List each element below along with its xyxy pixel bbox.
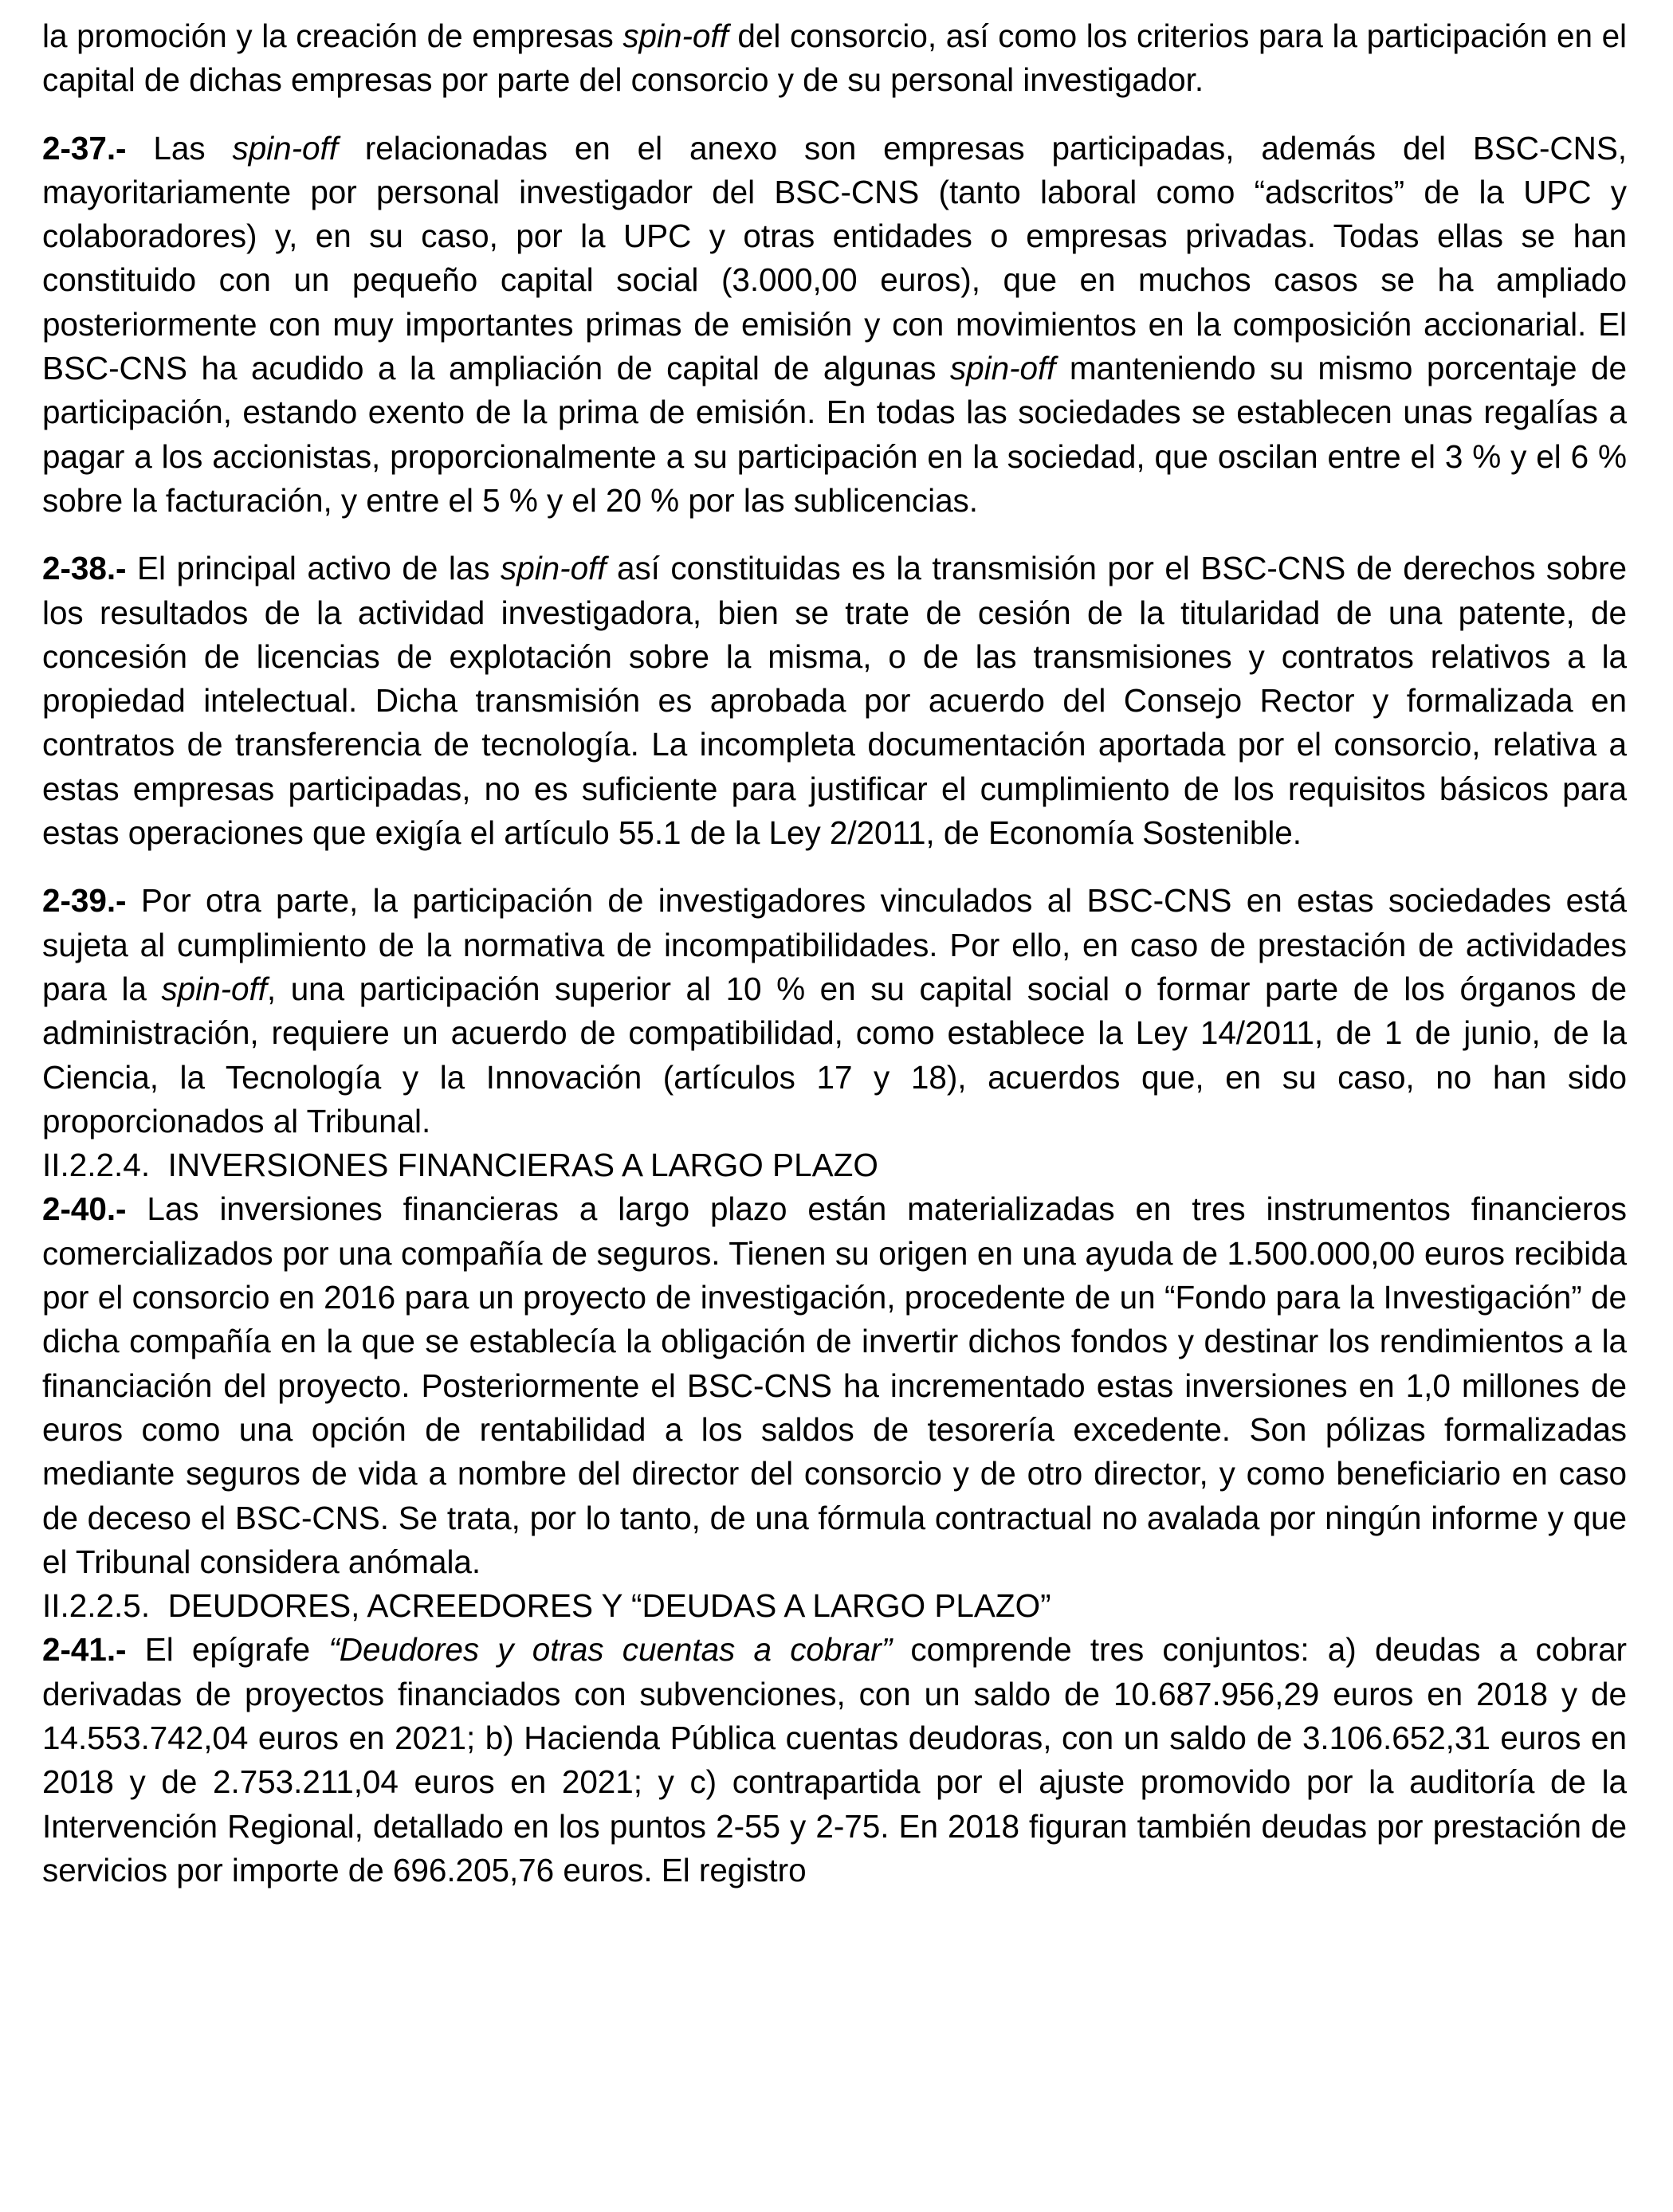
paragraph-2-40	[42, 1187, 1627, 1584]
paragraph-text-run: Por otra parte, la participación de investigadores vinculados al BSC-CNS en estas sociedades está sujeta al cumplimiento de la normativa de incompatibilidades. Por ello, en caso de prestación de actividades para la	[42, 882, 1627, 1007]
italic-text-run: spin-off	[232, 129, 338, 167]
document-body	[42, 14, 1627, 1892]
paragraph-number: 2-38.-	[42, 550, 127, 587]
paragraph-text-run: , una participación superior al 10 % en su capital social o formar parte de los órganos de administración, requiere un acuerdo de compatibilidad, como establece la Ley 14/2011, de 1 de junio, de la Ciencia, la Tecnología y la Innovación (artículos 17 y 18), acuerdos que, en su caso, no han sido proporcionados al Tribunal.	[42, 970, 1628, 1139]
paragraph-text-run: manteniendo su mismo porcentaje de participación, estando exento de la prima de emisión. En todas las sociedades se establecen unas regalías a pagar a los accionistas, proporcionalmente a su participación en la sociedad, que oscilan entre el 3 % y el 6 % sobre la facturación, y entre el 5 % y el 20 % por las sublicencias.	[42, 350, 1627, 519]
paragraph-continuation	[42, 14, 1627, 103]
heading-spacer	[150, 1587, 168, 1624]
paragraph-text-run: relacionadas en el anexo son empresas participadas, además del BSC-CNS, mayoritariamente por personal investigador del BSC-CNS (tanto laboral como “adscritos” de la UPC y colaboradores) y, en su caso, por la UPC y otras entidades o empresas privadas. Todas ellas se han constituido con un pequeño capital social (3.000,00 euros), que en muchos casos se ha ampliado posteriormente con muy importantes primas de emisión y con movimientos en la composición accionarial. El BSC-CNS ha acudido a la ampliación de capital de algunas	[42, 129, 1627, 387]
paragraph-number: 2-40.-	[42, 1190, 127, 1228]
paragraph-text-run: Las	[126, 129, 233, 167]
heading-ii-2-2-5	[42, 1584, 1627, 1628]
italic-text-run: spin-off	[949, 350, 1056, 387]
italic-text-run: spin-off	[501, 550, 607, 587]
paragraph-text-run: El epígrafe	[126, 1631, 329, 1669]
paragraph-2-41	[42, 1628, 1627, 1892]
italic-text-run: “Deudores y otras cuentas a cobrar”	[328, 1631, 893, 1669]
heading-spacer	[150, 1147, 168, 1183]
paragraph-number: 2-37.-	[42, 129, 127, 167]
paragraph-text-run: así constituidas es la transmisión por el BSC-CNS de derechos sobre los resultados de la actividad investigadora, bien se trate de cesión de la titularidad de una patente, de concesión de licencias de explotación sobre la misma, o de las transmisiones y contratos relativos a la propiedad intelectual. Dicha transmisión es aprobada por acuerdo del Consejo Rector y formalizada en contratos de transferencia de tecnología. La incompleta documentación aportada por el consorcio, relativa a estas empresas participadas, no es suficiente para justificar el cumplimiento de los requisitos básicos para estas operaciones que exigía el artículo 55.1 de la Ley 2/2011, de Economía Sostenible.	[42, 550, 1627, 852]
paragraph-2-38	[42, 547, 1627, 855]
heading-title: DEUDORES, ACREEDORES Y “DEUDAS A LARGO PLAZO”	[167, 1587, 1051, 1625]
heading-number: II.2.2.5.	[42, 1587, 151, 1625]
heading-number: II.2.2.4.	[42, 1147, 151, 1184]
paragraph-text-run: Las inversiones financieras a largo plazo están materializadas en tres instrumentos financieros comercializados por una compañía de seguros. Tienen su origen en una ayuda de 1.500.000,00 euros recibida por el consorcio en 2016 para un proyecto de investigación, procedente de un “Fondo para la Investigación” de dicha compañía en la que se establecía la obligación de invertir dichos fondos y destinar los rendimientos a la financiación del proyecto. Posteriormente el BSC-CNS ha incrementado estas inversiones en 1,0 millones de euros como una opción de rentabilidad a los saldos de tesorería excedente. Son pólizas formalizadas mediante seguros de vida a nombre del director del consorcio y de otro director, y como beneficiario en caso de deceso el BSC-CNS. Se trata, por lo tanto, de una fórmula contractual no avalada por ningún informe y que el Tribunal considera anómala.	[42, 1190, 1627, 1580]
paragraph-text-run: del consorcio, así como los criterios para la participación en el capital de dichas empresas por parte del consorcio y de su personal investigador.	[42, 18, 1627, 99]
paragraph-2-37	[42, 127, 1627, 524]
paragraph-text-run: comprende tres conjuntos: a) deudas a cobrar derivadas de proyectos financiados con subvenciones, con un saldo de 10.687.956,29 euros en 2018 y de 14.553.742,04 euros en 2021; b) Hacienda Pública cuentas deudoras, con un saldo de 3.106.652,31 euros en 2018 y de 2.753.211,04 euros en 2021; y c) contrapartida por el ajuste promovido por la auditoría de la Intervención Regional, detallado en los puntos 2-55 y 2-75. En 2018 figuran también deudas por prestación de servicios por importe de 696.205,76 euros. El registro	[42, 1631, 1627, 1888]
paragraph-text-run: la promoción y la creación de empresas	[42, 18, 623, 54]
paragraph-number: 2-41.-	[42, 1631, 127, 1669]
italic-text-run: spin-off	[622, 18, 729, 54]
heading-title: INVERSIONES FINANCIERAS A LARGO PLAZO	[167, 1147, 878, 1184]
paragraph-text-run: El principal activo de las	[126, 550, 501, 587]
paragraph-number: 2-39.-	[42, 882, 127, 920]
paragraph-2-39	[42, 879, 1627, 1143]
heading-ii-2-2-4	[42, 1143, 1627, 1187]
italic-text-run: spin-off	[161, 970, 267, 1007]
